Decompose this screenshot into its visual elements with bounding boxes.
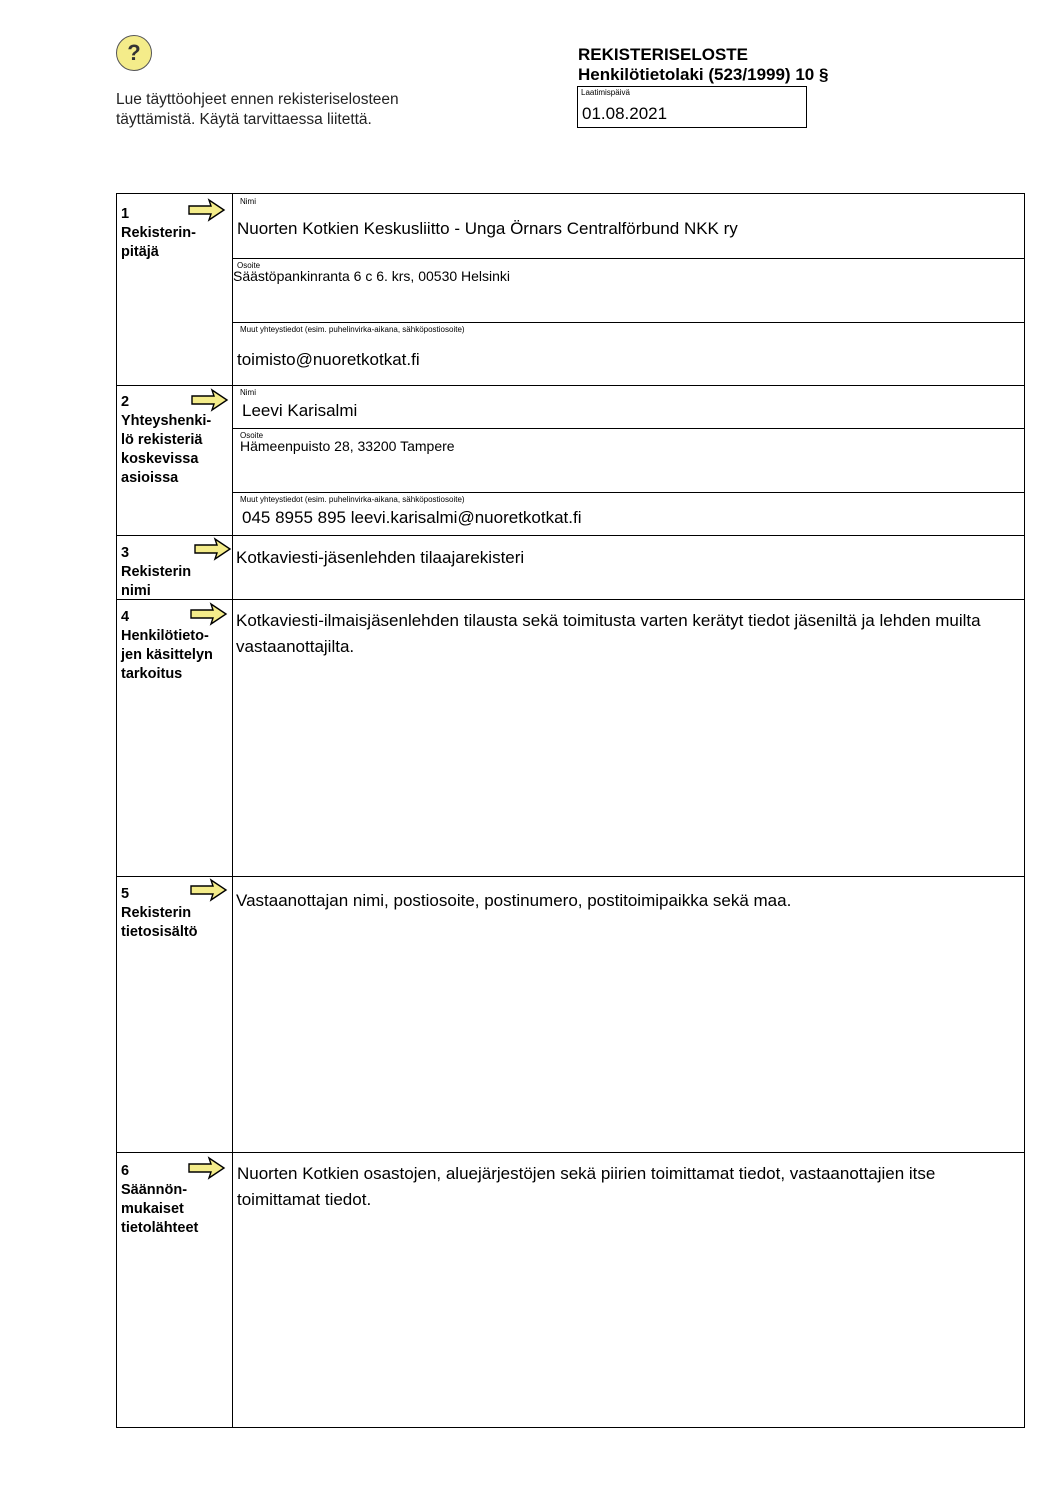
section-label-line: Rekisterin [121,905,192,921]
contact-label: Muut yhteystiedot (esim. puhelinvirka-aikana, sähköpostiosoite) [240,325,465,334]
section-label-line: tarkoitus [121,666,183,682]
controller-name-field[interactable]: Nuorten Kotkien Keskusliitto - Unga Örnars Centralförbund NKK ry [237,219,738,238]
section-label-line: Rekisterin [121,564,192,580]
section-label-line: Rekisterin- [121,225,196,241]
processing-purpose-field[interactable]: Kotkaviesti-ilmaisjäsenlehden tilausta sekä toimitusta varten kerätyt tiedot jäseniltä ja lehden muilta vastaanottajilta. [236,611,981,656]
section-label-line: Henkilötieto- [121,628,209,644]
section-label-line: nimi [121,583,151,599]
contact-person-contact-field[interactable]: 045 8955 895 leevi.karisalmi@nuoretkotkat.fi [242,508,582,527]
right-arrow-icon [189,878,229,902]
section-label-line: Säännön- [121,1182,188,1198]
section-number: 5 [121,886,130,902]
right-arrow-icon [193,537,233,561]
instructions-line-2: täyttämistä. Käytä tarvittaessa liitettä. [116,111,372,128]
section-label-line: lö rekisteriä [121,432,203,448]
date-field[interactable] [577,86,807,128]
section-number: 3 [121,545,130,561]
section-label-line: asioissa [121,470,179,486]
register-name-field[interactable]: Kotkaviesti-jäsenlehden tilaajarekisteri [236,548,525,567]
date-value: 01.08.2021 [582,104,668,123]
field-divider [232,258,1024,259]
contact-person-name-field[interactable]: Leevi Karisalmi [242,401,358,420]
section-label-line: tietolähteet [121,1220,199,1236]
document-title: REKISTERISELOSTE [578,45,749,64]
instructions-line-1: Lue täyttöohjeet ennen rekisteriselosteen [116,91,399,108]
section-label-line: mukaiset [121,1201,184,1217]
right-arrow-icon [190,388,230,412]
help-question-icon[interactable]: ? [116,35,152,71]
document-subtitle: Henkilötietolaki (523/1999) 10 § [578,65,829,84]
name-label: Nimi [240,197,256,206]
section-label-line: Yhteyshenki- [121,413,212,429]
instructions-text [116,90,476,130]
right-arrow-icon [187,198,227,222]
section-divider-3 [117,599,1024,600]
address-label: Osoite [240,431,264,440]
register-form [116,193,1025,1428]
contact-person-address-field[interactable]: Hämeenpuisto 28, 33200 Tampere [240,438,455,454]
section-label-line: tietosisältö [121,924,198,940]
section-label-line: koskevissa [121,451,199,467]
field-divider [232,428,1024,429]
right-arrow-icon [187,1156,227,1180]
section-divider-1 [117,385,1024,386]
address-label: Osoite [237,261,261,270]
controller-contact-field[interactable]: toimisto@nuoretkotkat.fi [237,350,420,369]
right-arrow-icon [189,602,229,626]
name-label: Nimi [240,388,256,397]
field-divider [232,322,1024,323]
section-divider-2 [117,535,1024,536]
document-heading [578,45,828,85]
section-divider-5 [117,1152,1024,1153]
data-sources-field[interactable]: Nuorten Kotkien osastojen, aluejärjestöjen sekä piirien toimittamat tiedot, vastaanottajien itse toimittamat tiedot. [237,1164,936,1209]
section-label-line: jen käsittelyn [121,647,213,663]
date-label: Laatimispäivä [581,88,630,97]
section-number: 2 [121,394,130,410]
contact-label: Muut yhteystiedot (esim. puhelinvirka-aikana, sähköpostiosoite) [240,495,465,504]
section-number: 6 [121,1163,130,1179]
section-divider-4 [117,876,1024,877]
data-content-field[interactable]: Vastaanottajan nimi, postiosoite, postinumero, postitoimipaikka sekä maa. [236,891,792,910]
section-number: 1 [121,206,130,222]
column-divider [232,194,233,1427]
section-label-line: pitäjä [121,244,159,260]
section-number: 4 [121,609,130,625]
field-divider [232,492,1024,493]
controller-address-field[interactable]: Säästöpankinranta 6 c 6. krs, 00530 Helsinki [233,268,511,284]
